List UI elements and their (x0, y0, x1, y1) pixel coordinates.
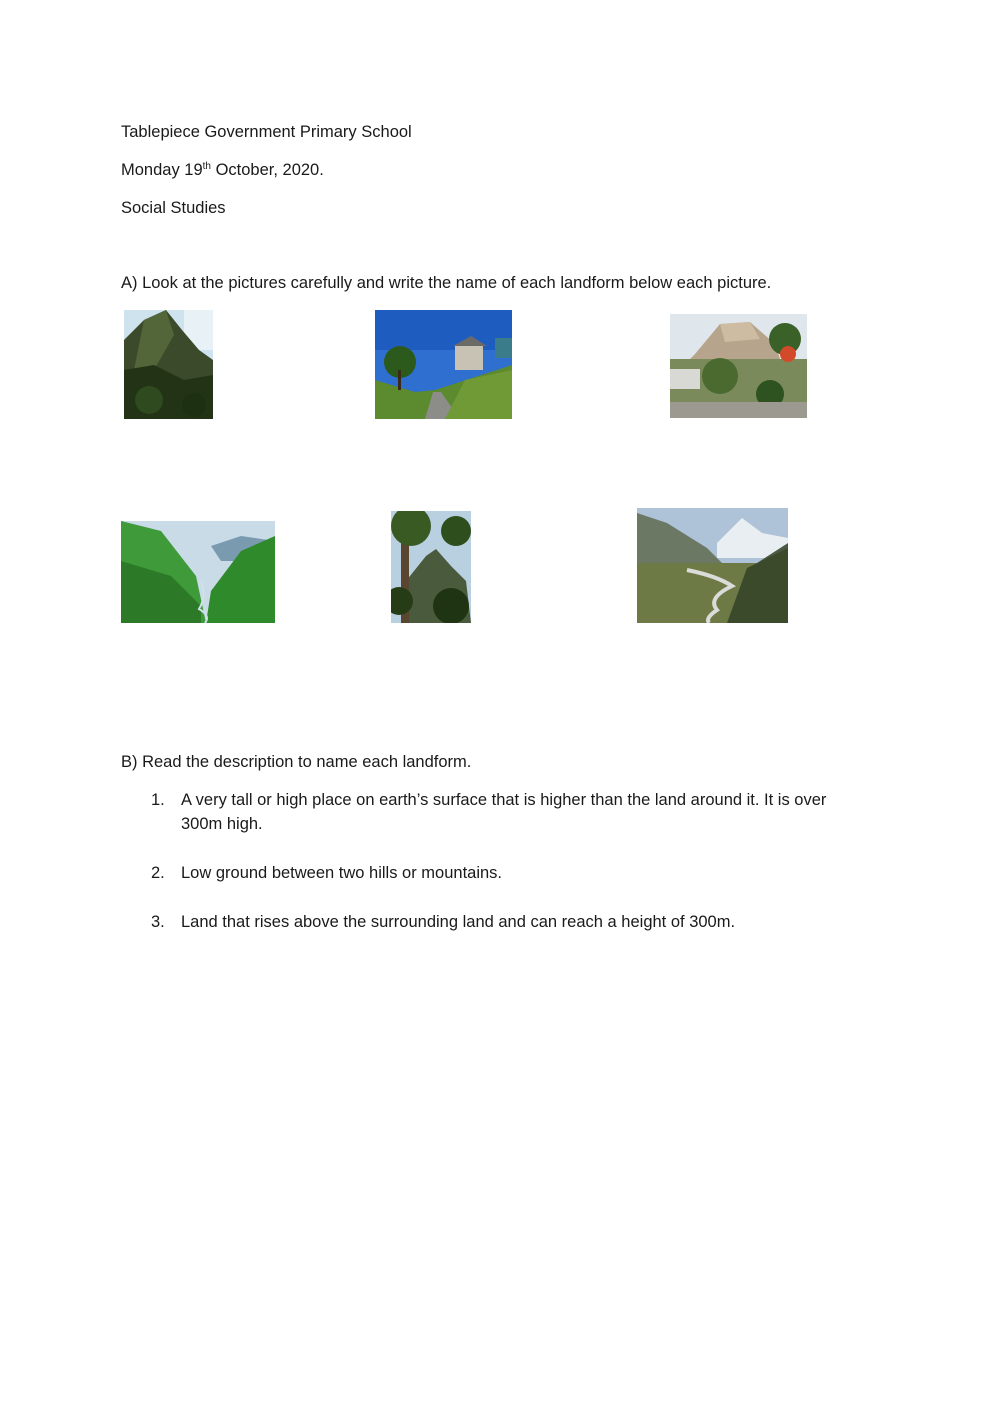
forest-mountain-photo (391, 511, 471, 623)
hill-village-photo (670, 314, 807, 418)
list-item-text: Land that rises above the surrounding land and can reach a height of 300m. (181, 913, 736, 931)
list-item-text: Low ground between two hills or mountains. (181, 864, 503, 882)
list-item-number: 2. (151, 864, 165, 882)
green-valley-photo (121, 521, 275, 623)
date-suffix-ordinal: th (202, 161, 211, 172)
subject: Social Studies (121, 199, 226, 217)
date-prefix: Monday 19 (121, 161, 203, 179)
section-a-instruction: A) Look at the pictures carefully and write the name of each landform below each picture. (121, 274, 772, 292)
list-item-number: 1. (151, 791, 165, 809)
hill-road-photo (375, 310, 512, 419)
section-b-instruction: B) Read the description to name each landform. (121, 753, 472, 771)
river-valley-photo (637, 508, 788, 623)
list-item-text: A very tall or high place on earth’s surface that is higher than the land around it. It is over 300m high. (181, 791, 827, 833)
date-rest: October, 2020. (210, 161, 324, 179)
mountain-peak-photo (124, 310, 213, 419)
date (121, 160, 324, 180)
school-name: Tablepiece Government Primary School (121, 123, 412, 141)
list-item-number: 3. (151, 913, 165, 931)
